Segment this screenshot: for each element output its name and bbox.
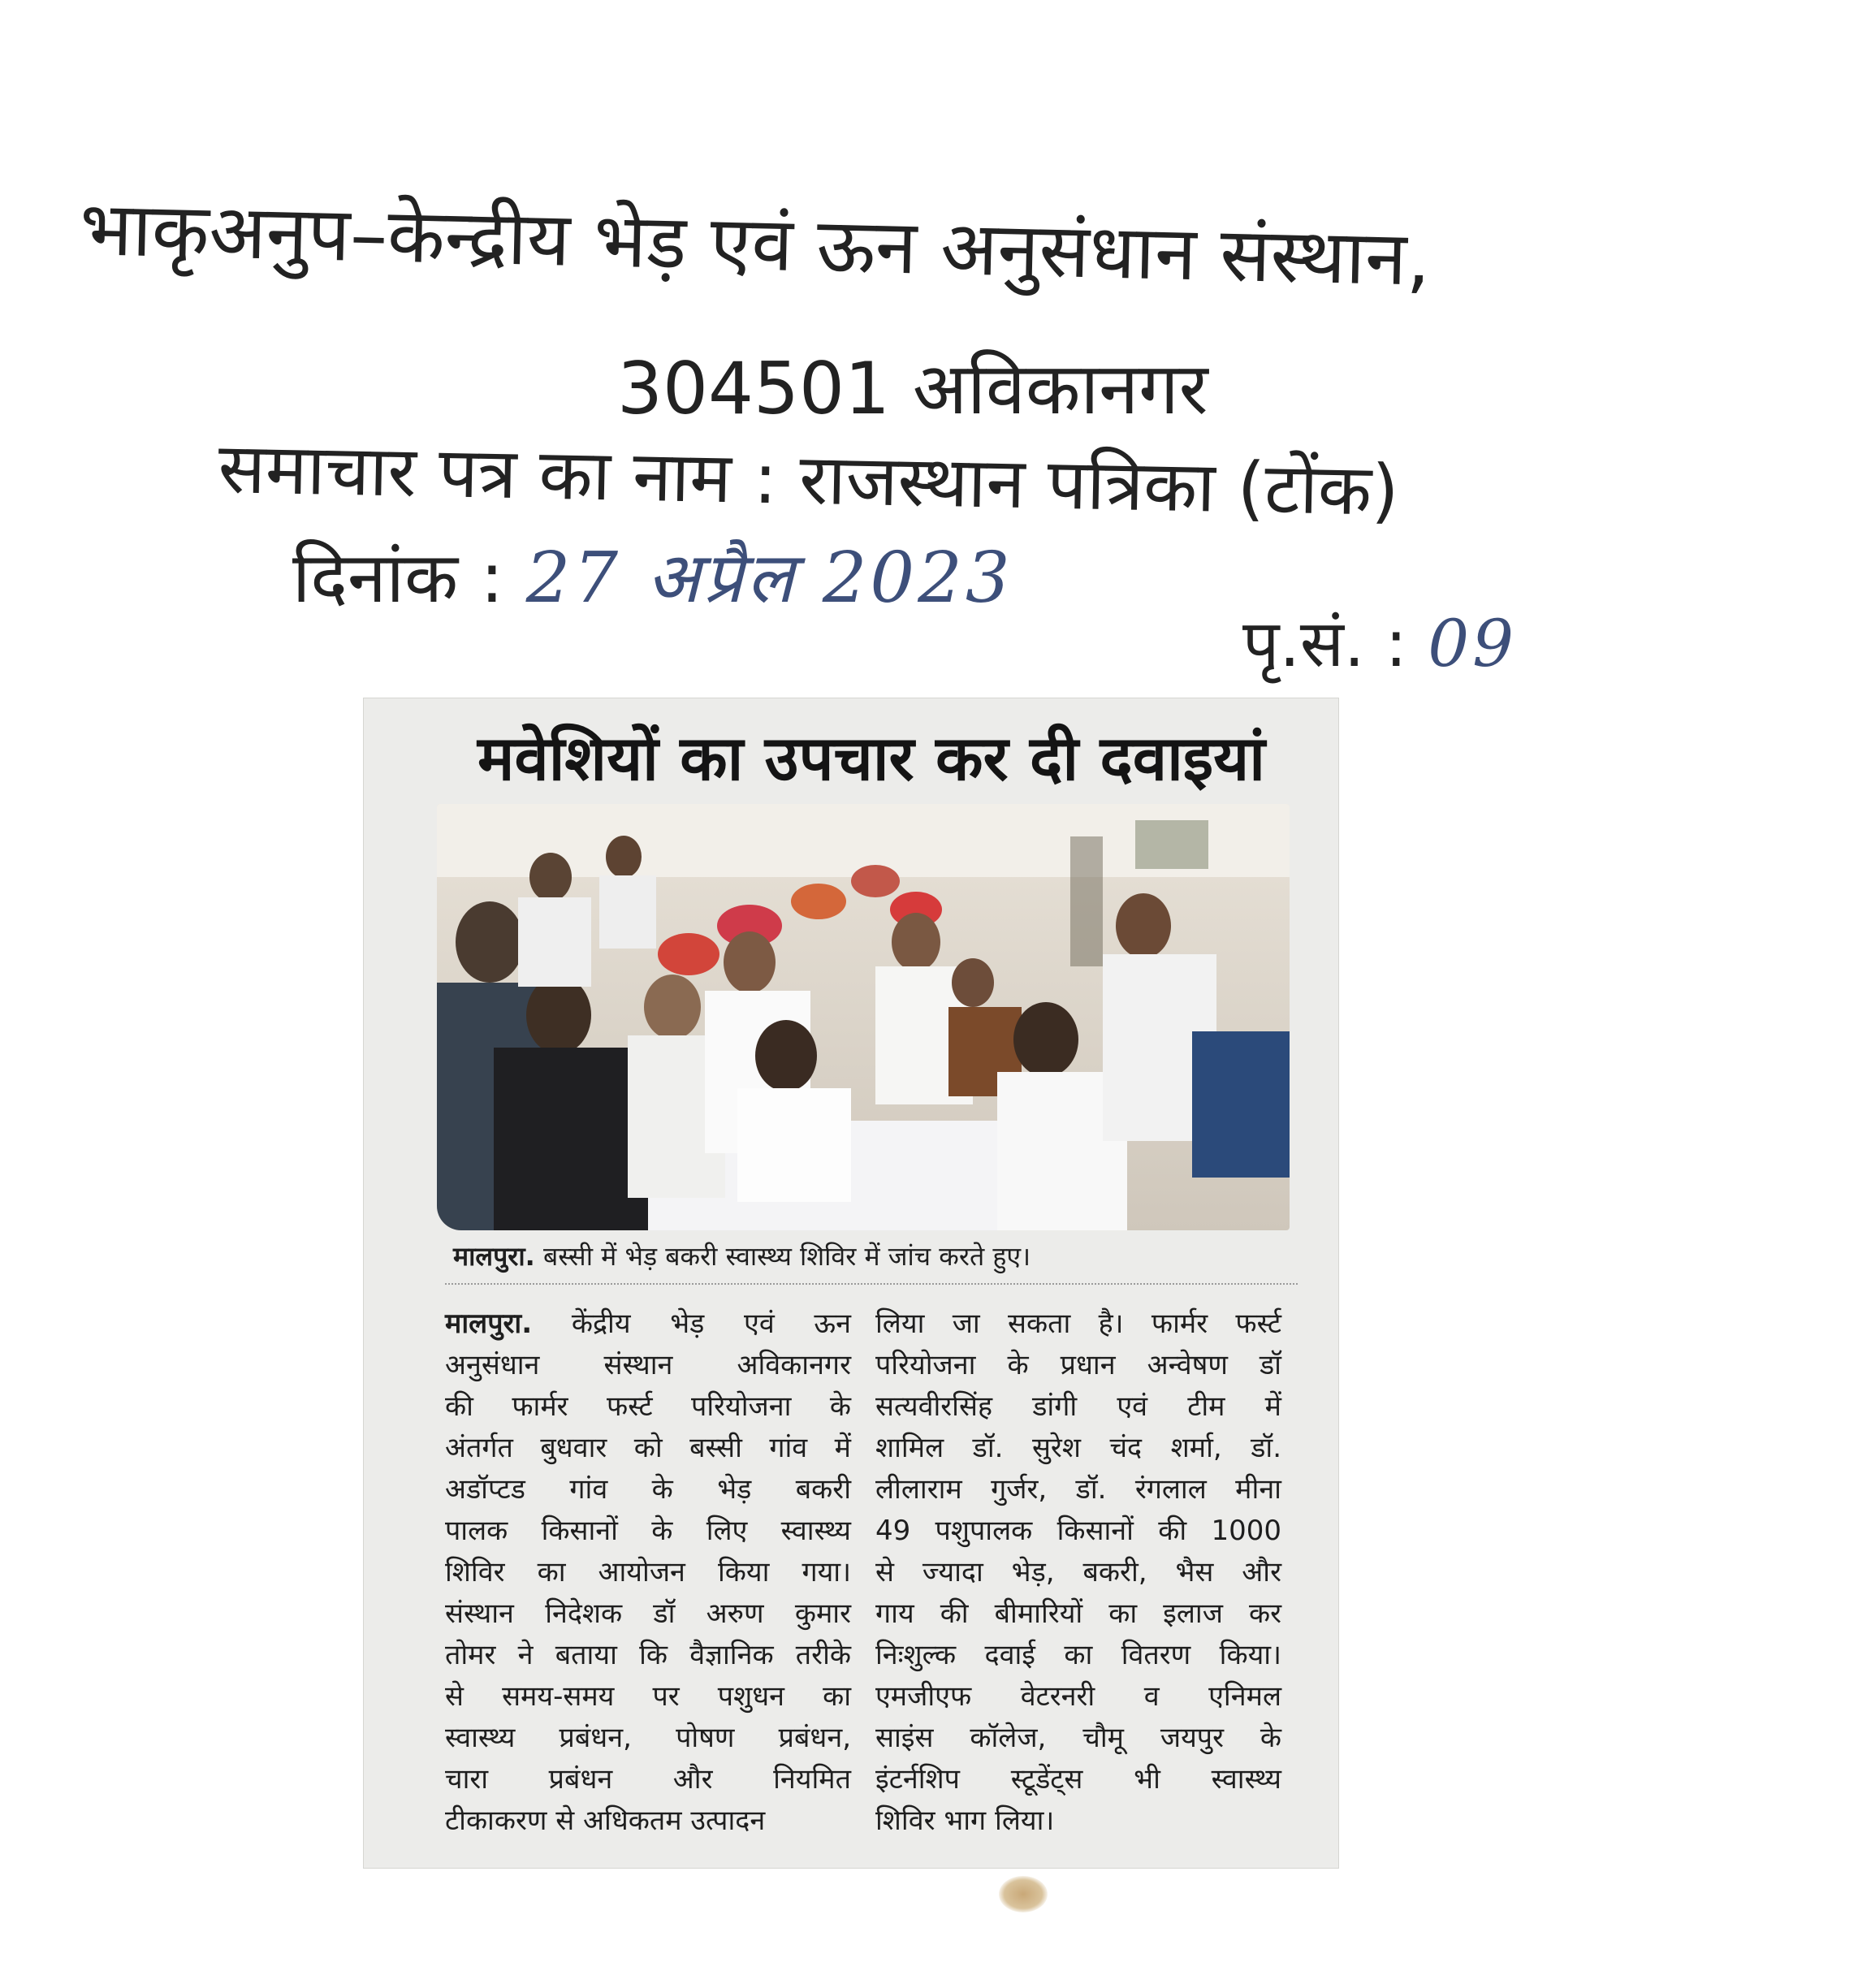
column-line: अनुसंधान संस्थान अविकानगर (445, 1349, 851, 1381)
page-value: 09 (1428, 606, 1517, 681)
column-line: अडॉप्टड गांव के भेड़ बकरी (445, 1473, 851, 1506)
column-line: चारा प्रबंधन और नियमित (445, 1763, 851, 1796)
column-line: से समय-समय पर पशुधन का (445, 1680, 851, 1713)
column-line: संस्थान निदेशक डॉ अरुण कुमार (445, 1597, 851, 1630)
institute-address: 304501 अविकानगर (617, 347, 1208, 430)
column-line: परियोजना के प्रधान अन्वेषण डॉ (875, 1349, 1281, 1381)
column-line: लीलाराम गुर्जर, डॉ. रंगलाल मीना (875, 1473, 1281, 1506)
column-line: की फार्मर फर्स्ट परियोजना के (445, 1390, 851, 1423)
article-photo (437, 804, 1290, 1230)
column-line: से ज्यादा भेड़, बकरी, भैस और (875, 1556, 1281, 1588)
column-line: पालक किसानों के लिए स्वास्थ्य (445, 1515, 851, 1547)
newspaper-line (218, 418, 1400, 536)
column-line (445, 1303, 851, 1345)
page-line (1242, 597, 1517, 685)
article-column-left (445, 1303, 851, 1842)
column-line: इंटर्नशिप स्टूडेंट्स भी स्वास्थ्य (875, 1763, 1281, 1796)
column-line: शामिल डॉ. सुरेश चंद शर्मा, डॉ. (875, 1432, 1281, 1464)
column-line: गाय की बीमारियों का इलाज कर (875, 1597, 1281, 1630)
article-column-right (875, 1303, 1281, 1842)
column-line: साइंस कॉलेज, चौमू जयपुर के (875, 1722, 1281, 1754)
column-line: अंतर्गत बुधवार को बस्सी गांव में (445, 1432, 851, 1464)
column-line: शिविर भाग लिया। (875, 1804, 1055, 1837)
caption-text: बस्सी में भेड़ बकरी स्वास्थ्य शिविर में जांच करते हुए। (543, 1241, 1031, 1272)
page-label: पृ.सं. : (1242, 606, 1407, 681)
date-label: दिनांक : (292, 538, 504, 619)
photo-caption (453, 1238, 1306, 1273)
column-line: शिविर का आयोजन किया गया। (445, 1556, 851, 1588)
column-line: 49 पशुपालक किसानों की 1000 (875, 1515, 1281, 1547)
column-line: एमजीएफ वेटरनरी व एनिमल (875, 1680, 1281, 1713)
date-value: 27 अप्रैल 2023 (525, 538, 1013, 619)
column-line: स्वास्थ्य प्रबंधन, पोषण प्रबंधन, (445, 1722, 851, 1754)
column-line: टीकाकरण से अधिकतम उत्पादन (445, 1804, 766, 1837)
newspaper-clipping (364, 698, 1338, 1868)
lead-place: मालपुरा. (445, 1307, 533, 1340)
caption-place: मालपुरा. (453, 1241, 535, 1272)
caption-divider (445, 1283, 1298, 1285)
newspaper-label: समाचार पत्र का नाम : (217, 427, 778, 521)
newspaper-name: राजस्थान पत्रिका (टोंक) (798, 439, 1400, 532)
article-headline: मवेशियों का उपचार कर दी दवाइयां (477, 722, 1265, 794)
date-line (292, 528, 1013, 623)
column-line: निःशुल्क दवाई का वितरण किया। (875, 1639, 1281, 1671)
paper-stain (999, 1876, 1048, 1912)
institute-name: भाकृअनुप–केन्द्रीय भेड़ एवं ऊन अनुसंधान संस्थान, (79, 184, 1432, 303)
column-line: लिया जा सकता है। फार्मर फर्स्ट (875, 1307, 1281, 1340)
column-line-text: केंद्रीय भेड़ एवं ऊन (571, 1307, 851, 1340)
crowd-photo-icon (437, 804, 1290, 1230)
column-line: तोमर ने बताया कि वैज्ञानिक तरीके (445, 1639, 851, 1671)
column-line: सत्यवीरसिंह डांगी एवं टीम में (875, 1390, 1281, 1423)
